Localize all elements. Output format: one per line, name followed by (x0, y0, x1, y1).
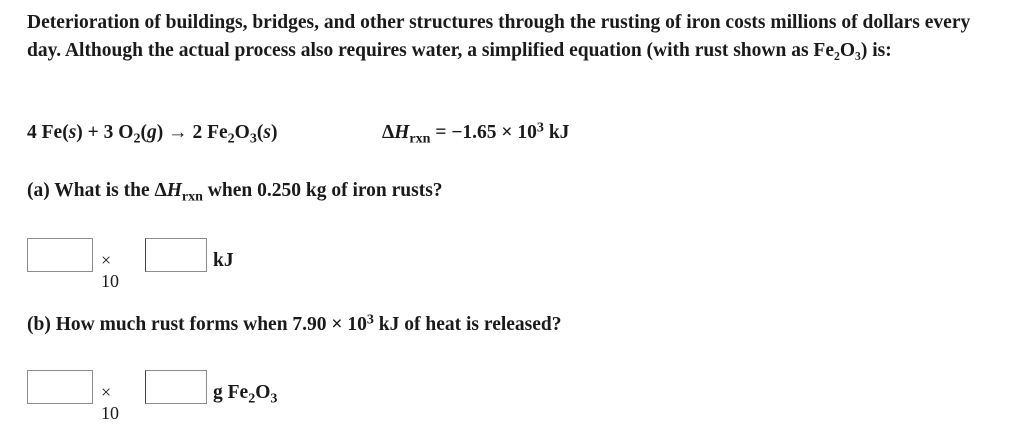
answer-b-exponent-input[interactable] (145, 370, 207, 404)
eq-part: ( (256, 122, 264, 143)
answer-a-exponent-input[interactable] (145, 238, 207, 272)
answer-b-unit (213, 382, 278, 407)
rxn-subscript: rxn (181, 188, 203, 205)
chemical-equation (27, 122, 278, 147)
question-a (27, 180, 443, 205)
rxn-subscript: rxn (409, 130, 431, 147)
enthalpy-exponent: 3 (536, 119, 544, 136)
delta-symbol: Δ (382, 122, 395, 143)
eq-subscript: 2 (133, 130, 141, 147)
enthalpy-value (382, 119, 570, 147)
question-b-exponent: 3 (366, 311, 374, 328)
eq-part: ( (140, 122, 147, 143)
eq-part: ) (270, 122, 278, 143)
eq-state: s (263, 122, 271, 143)
unit-subscript: 2 (248, 390, 256, 407)
question-b (27, 311, 562, 336)
eq-subscript: 3 (249, 130, 257, 147)
unit-subscript: 3 (270, 390, 278, 407)
eq-part: 4 Fe( (27, 122, 69, 143)
unit-part: g Fe (213, 382, 249, 403)
enthalpy-symbol: H (394, 122, 410, 143)
problem-intro: Deterioration of buildings, bridges, and other structures through the rusting of iron costs millions of dollars every day. Although the actual process also requires water, a simplified equation (with rust shown as Fe₂O₃) is: (27, 12, 971, 61)
answer-b-mantissa-input[interactable] (27, 370, 93, 404)
eq-subscript: 2 (227, 130, 235, 147)
answer-a-mantissa-input[interactable] (27, 238, 93, 272)
times-ten-label: × 10 (101, 250, 119, 291)
enthalpy-symbol: H (166, 180, 182, 201)
unit-part: O (255, 382, 271, 403)
eq-part: ) + 3 O (76, 122, 134, 143)
enthalpy-number: = −1.65 × 10 (430, 122, 537, 143)
eq-state: s (68, 122, 77, 143)
eq-state: g (146, 122, 157, 143)
enthalpy-unit: kJ (543, 122, 570, 143)
eq-part: ) → 2 Fe (156, 122, 228, 143)
answer-a-unit: kJ (213, 250, 234, 271)
question-b-suffix: kJ of heat is released? (373, 314, 562, 335)
question-a-suffix: when 0.250 kg of iron rusts? (202, 180, 443, 201)
times-ten-label: × 10 (101, 382, 119, 423)
eq-part: O (234, 122, 250, 143)
question-b-prefix: (b) How much rust forms when 7.90 × 10 (27, 314, 367, 335)
question-a-prefix: (a) What is the Δ (27, 180, 167, 201)
